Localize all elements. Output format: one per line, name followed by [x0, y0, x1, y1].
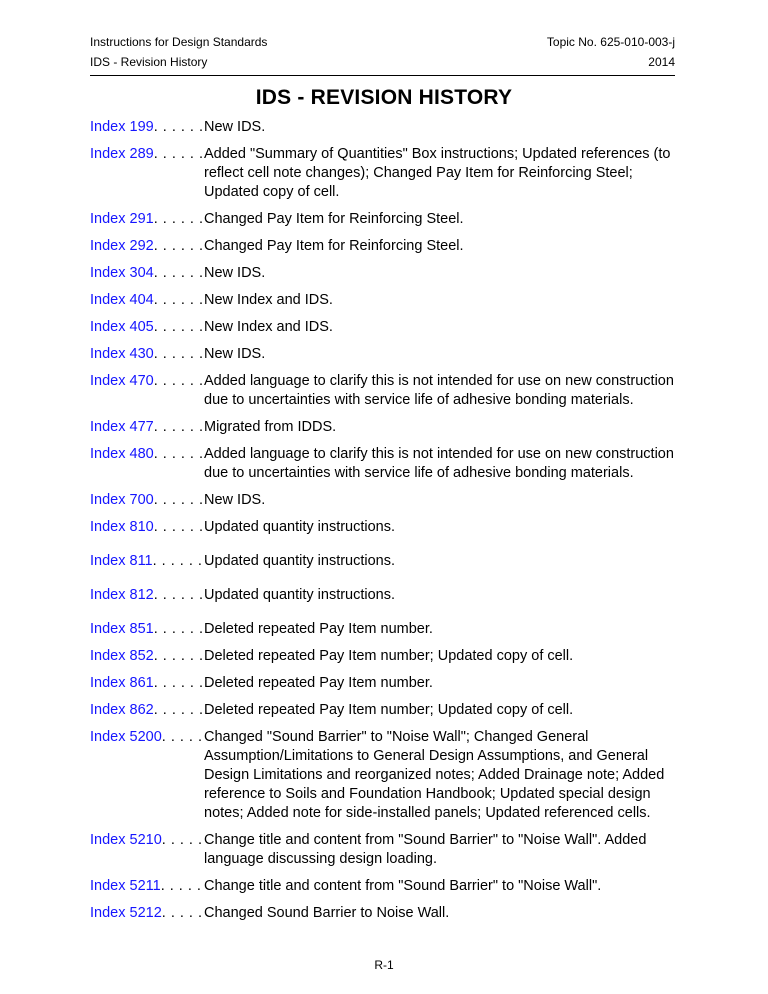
- index-leader: [90, 831, 202, 869]
- header-document-title: Instructions for Design Standards: [90, 35, 268, 49]
- index-link[interactable]: Index 291: [90, 211, 154, 227]
- index-link[interactable]: Index 470: [90, 373, 154, 389]
- revision-entry: [90, 418, 680, 437]
- revision-entry: [90, 620, 680, 639]
- index-leader: [90, 552, 202, 571]
- revision-description: New IDS.: [204, 492, 266, 508]
- index-link[interactable]: Index 852: [90, 648, 154, 664]
- revision-description: New IDS.: [204, 346, 266, 362]
- dot-leader: [162, 904, 202, 923]
- index-link[interactable]: Index 5211: [90, 878, 161, 894]
- revision-entry: [90, 552, 680, 571]
- dot-leader: [154, 620, 202, 639]
- index-leader: [90, 291, 202, 310]
- index-link[interactable]: Index 811: [90, 553, 153, 569]
- revision-entry: [90, 237, 680, 256]
- index-leader: [90, 145, 202, 202]
- index-leader: [90, 445, 202, 483]
- revision-description: Updated quantity instructions.: [204, 587, 396, 603]
- revision-description: Added "Summary of Quantities" Box instructions; Updated references (to reflect cell note changes); Changed Pay Item for Reinforcing Steel; Updated copy of cell.: [204, 146, 671, 200]
- revision-entry: [90, 445, 680, 483]
- revision-description: Migrated from IDDS.: [204, 419, 337, 435]
- revision-description: New IDS.: [204, 119, 266, 135]
- revision-entry: [90, 372, 680, 410]
- revision-description: Updated quantity instructions.: [204, 553, 396, 569]
- dot-leader: [154, 237, 202, 256]
- revision-entry: [90, 291, 680, 310]
- dot-leader: [154, 291, 202, 310]
- revision-description: Changed Pay Item for Reinforcing Steel.: [204, 211, 464, 227]
- header-left: [90, 32, 267, 72]
- index-leader: [90, 237, 202, 256]
- revision-entry: [90, 877, 680, 896]
- revision-entry: [90, 145, 680, 202]
- revision-entry: [90, 701, 680, 720]
- index-link[interactable]: Index 480: [90, 446, 154, 462]
- header-divider: [90, 75, 675, 76]
- dot-leader: [154, 586, 202, 605]
- revision-description: Changed Sound Barrier to Noise Wall.: [204, 905, 450, 921]
- header-topic-number: Topic No. 625-010-003-j: [546, 35, 675, 49]
- revision-description: Updated quantity instructions.: [204, 519, 396, 535]
- index-link[interactable]: Index 199: [90, 119, 154, 135]
- dot-leader: [161, 877, 202, 896]
- page-number: R-1: [374, 958, 394, 972]
- revision-description: Added language to clarify this is not intended for use on new construction due to uncertainties with service life of adhesive bonding materials.: [204, 446, 674, 481]
- revision-description: Change title and content from "Sound Barrier" to "Noise Wall".: [204, 878, 602, 894]
- index-leader: [90, 701, 202, 720]
- index-link[interactable]: Index 404: [90, 292, 154, 308]
- index-leader: [90, 904, 202, 923]
- index-leader: [90, 586, 202, 605]
- index-leader: [90, 491, 202, 510]
- dot-leader: [154, 701, 202, 720]
- dot-leader: [154, 647, 202, 666]
- index-link[interactable]: Index 477: [90, 419, 154, 435]
- revision-description: Change title and content from "Sound Barrier" to "Noise Wall". Added language discussing design loading.: [204, 832, 647, 867]
- index-link[interactable]: Index 430: [90, 346, 154, 362]
- index-leader: [90, 418, 202, 437]
- revision-description: Changed Pay Item for Reinforcing Steel.: [204, 238, 464, 254]
- index-leader: [90, 345, 202, 364]
- revision-description: Deleted repeated Pay Item number; Updated copy of cell.: [204, 648, 574, 664]
- dot-leader: [154, 318, 202, 337]
- index-leader: [90, 728, 202, 823]
- revision-entry: [90, 118, 680, 137]
- revision-description: Added language to clarify this is not intended for use on new construction due to uncertainties with service life of adhesive bonding materials.: [204, 373, 674, 408]
- index-link[interactable]: Index 292: [90, 238, 154, 254]
- index-link[interactable]: Index 5210: [90, 832, 162, 848]
- dot-leader: [154, 345, 202, 364]
- revision-entry: [90, 345, 680, 364]
- header-year: 2014: [648, 55, 675, 69]
- revision-entry: [90, 210, 680, 229]
- dot-leader: [154, 491, 202, 510]
- index-link[interactable]: Index 812: [90, 587, 154, 603]
- dot-leader: [154, 145, 202, 202]
- revision-description: Deleted repeated Pay Item number.: [204, 621, 433, 637]
- revision-entry: [90, 647, 680, 666]
- index-link[interactable]: Index 304: [90, 265, 154, 281]
- dot-leader: [162, 831, 202, 869]
- index-leader: [90, 118, 202, 137]
- dot-leader: [162, 728, 202, 823]
- revision-entry: [90, 728, 680, 823]
- index-leader: [90, 210, 202, 229]
- dot-leader: [153, 552, 202, 571]
- dot-leader: [154, 518, 202, 537]
- index-leader: [90, 372, 202, 410]
- index-leader: [90, 318, 202, 337]
- index-link[interactable]: Index 405: [90, 319, 154, 335]
- index-link[interactable]: Index 862: [90, 702, 154, 718]
- revision-entry: [90, 831, 680, 869]
- revision-description: New IDS.: [204, 265, 266, 281]
- index-link[interactable]: Index 5200: [90, 729, 162, 745]
- dot-leader: [154, 264, 202, 283]
- revision-description: Deleted repeated Pay Item number; Updated copy of cell.: [204, 702, 574, 718]
- revision-entry: [90, 318, 680, 337]
- dot-leader: [154, 118, 202, 137]
- dot-leader: [154, 445, 202, 483]
- revision-description: Deleted repeated Pay Item number.: [204, 675, 433, 691]
- dot-leader: [154, 418, 202, 437]
- index-link[interactable]: Index 851: [90, 621, 154, 637]
- revision-entry: [90, 904, 680, 923]
- index-link[interactable]: Index 861: [90, 675, 154, 691]
- header-right: [547, 32, 675, 72]
- dot-leader: [154, 674, 202, 693]
- index-leader: [90, 877, 202, 896]
- dot-leader: [154, 372, 202, 410]
- revision-entry: [90, 586, 680, 605]
- revision-entry: [90, 264, 680, 283]
- index-link[interactable]: Index 810: [90, 519, 154, 535]
- index-leader: [90, 264, 202, 283]
- index-link[interactable]: Index 700: [90, 492, 154, 508]
- index-leader: [90, 620, 202, 639]
- index-leader: [90, 674, 202, 693]
- revision-description: Changed "Sound Barrier" to "Noise Wall"; Changed General Assumption/Limitations to General Design Assumptions, and General Design Limitations and reorganized notes; Added Drainage note; Added reference to Soils and Foundation Handbook; Updated special design notes; Added note for side-installed panels; Updated referenced cells.: [204, 729, 665, 821]
- header-section-title: IDS - Revision History: [90, 55, 208, 69]
- index-link[interactable]: Index 289: [90, 146, 154, 162]
- page-title: IDS - REVISION HISTORY: [255, 86, 513, 109]
- revision-list: [90, 118, 680, 931]
- revision-entry: [90, 518, 680, 537]
- revision-description: New Index and IDS.: [204, 319, 333, 335]
- index-leader: [90, 518, 202, 537]
- index-link[interactable]: Index 5212: [90, 905, 162, 921]
- index-leader: [90, 647, 202, 666]
- dot-leader: [154, 210, 202, 229]
- revision-entry: [90, 674, 680, 693]
- revision-entry: [90, 491, 680, 510]
- revision-description: New Index and IDS.: [204, 292, 333, 308]
